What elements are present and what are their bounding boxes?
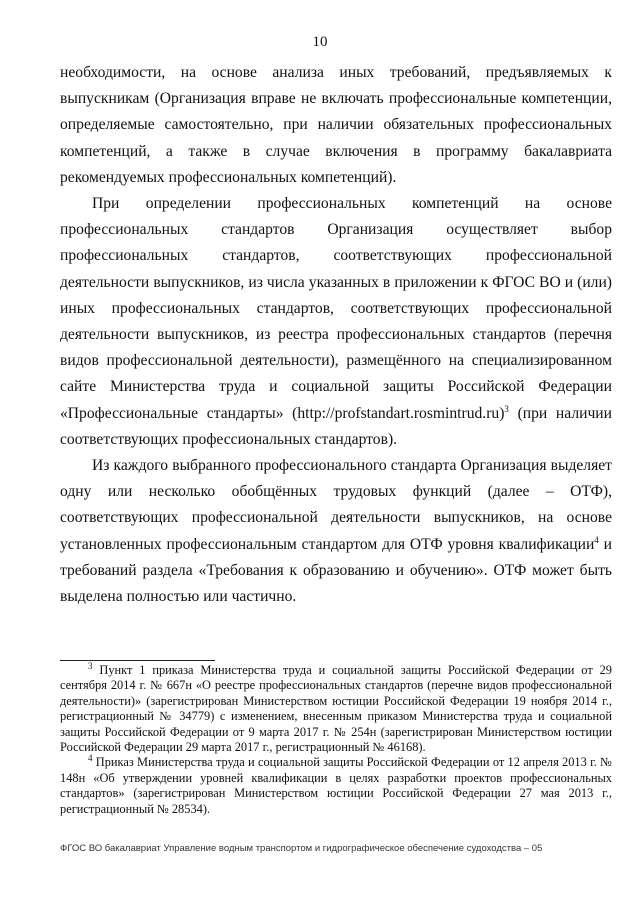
page-number: 10	[312, 34, 328, 50]
paragraph-3	[60, 453, 612, 610]
paragraph-2-text-before: При определении профессиональных компетенций на основе профессиональных стандартов Организация осуществляет выбор профессиональных стандартов, соответствующих профессиональной деятельности выпускников, из числа указанных в приложении к ФГОС ВО и (или) иных профессиональных стандартов, соответствующих профессиональной деятельности выпускников, из реестра профессиональных стандартов (перечня видов профессиональной деятельности), размещённого на специализированном сайте Министерства труда и социальной защиты Российской Федерации «Профессиональные стандарты» (http://profstandart.rosmintrud.ru)	[60, 195, 612, 422]
footnote-number-3: 3	[88, 660, 93, 671]
footnotes	[60, 660, 612, 817]
footnote-3	[60, 660, 612, 755]
paragraph-1	[60, 60, 612, 191]
footnote-ref-4[interactable]: 4	[594, 534, 599, 545]
paragraph-2	[60, 191, 612, 453]
body-text	[60, 60, 612, 610]
page-footer: ФГОС ВО бакалавриат Управление водным транспортом и гидрографическое обеспечение судоходства – 05	[60, 843, 543, 854]
footnote-number-4: 4	[88, 753, 93, 764]
footnote-ref-3[interactable]: 3	[504, 403, 509, 414]
footnote-4-text: Приказ Министерства труда и социальной защиты Российской Федерации от 12 апреля 2013 г. № 148н «Об утверждении уровней квалификации в целях разработки проектов профессиональных стандартов» (зарегистрирован Министерством юстиции Российской Федерации 27 мая 2013 г., регистрационный № 28534).	[60, 755, 612, 816]
footnote-separator	[60, 660, 215, 661]
footnote-3-text: Пункт 1 приказа Министерства труда и социальной защиты Российской Федерации от 29 сентября 2014 г. № 667н «О реестре профессиональных стандартов (перечне видов профессиональной деятельности)» (зарегистрирован Министерством юстиции Российской Федерации 19 ноября 2014 г., регистрационный № 34779) с изменением, внесенным приказом Министерства труда и социальной защиты Российской Федерации от 9 марта 2017 г. № 254н (зарегистрирован Министерством юстиции Российской Федерации 29 марта 2017 г., регистрационный № 46168).	[60, 663, 612, 755]
paragraph-3-text-before: Из каждого выбранного профессионального стандарта Организация выделяет одну или несколько обобщённых трудовых функций (далее – ОТФ), соответствующих профессиональной деятельности выпускников, на основе установленных профессиональным стандартом для ОТФ уровня квалификации	[60, 457, 612, 553]
paragraph-2-text-after: (при наличии соответствующих профессиональных стандартов).	[60, 404, 612, 448]
footnote-4	[60, 755, 612, 817]
paragraph-1-text: необходимости, на основе анализа иных требований, предъявляемых к выпускникам (Организация вправе не включать профессиональные компетенции, определяемые самостоятельно, при наличии обязательных профессиональных компетенций, а также в случае включения в программу бакалавриата рекомендуемых профессиональных компетенций).	[60, 64, 612, 186]
paragraph-3-text-after: и требований раздела «Требования к образованию и обучению». ОТФ может быть выделена полностью или частично.	[60, 535, 613, 606]
